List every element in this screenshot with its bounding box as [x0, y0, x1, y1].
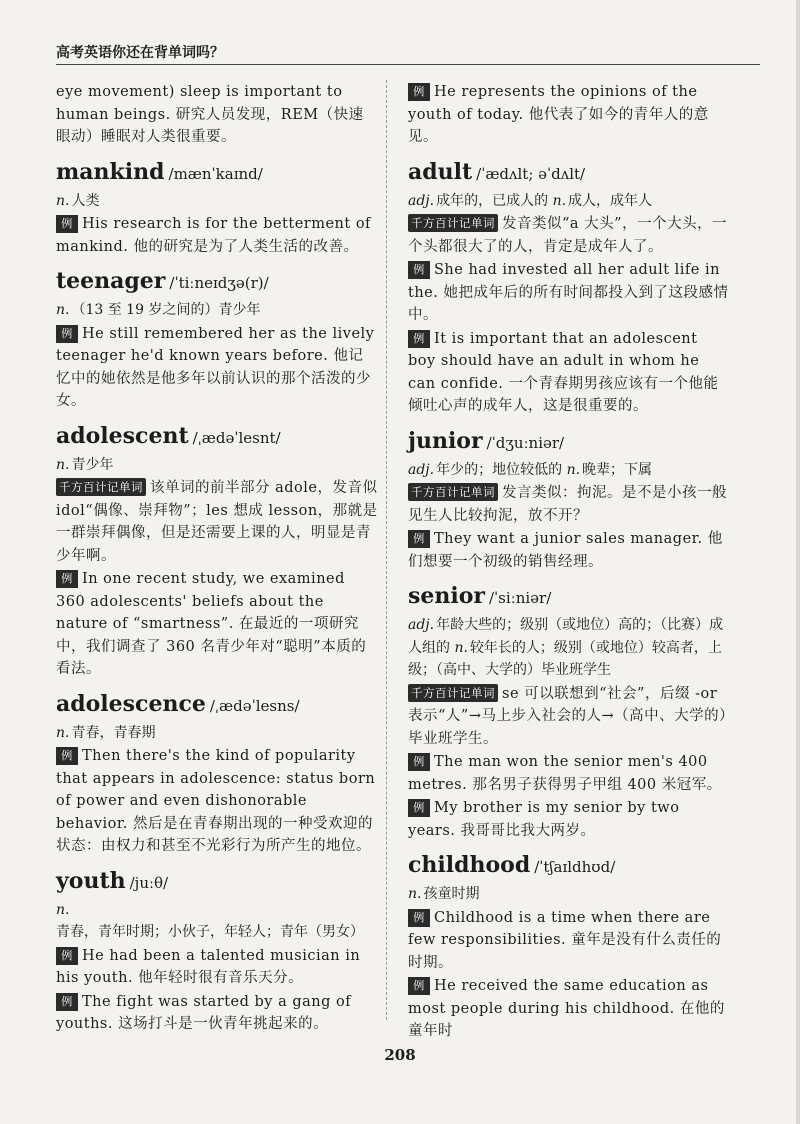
example-sentence: They want a junior sales manager. 他们想要一个初级的销售经理。 [408, 531, 723, 570]
book-spine-shadow [796, 0, 800, 1124]
mnemonic-tag: 千方百计记单词 [408, 684, 498, 702]
example-sentence: He still remembered her as the lively teenager he'd known years before. 他记忆中的她依然是他多年以前认识的那个活泼的少女。 [56, 325, 375, 409]
pronunciation: /ˈdʒuːniər/ [486, 433, 565, 452]
example-badge: 例 [408, 977, 430, 995]
definition: 青少年 [71, 456, 114, 473]
pronunciation: /ˈædʌlt; əˈdʌlt/ [476, 164, 586, 183]
pronunciation: /ˈsiːniər/ [489, 589, 552, 607]
running-header [56, 38, 760, 65]
pronunciation: /juːθ/ [129, 873, 169, 892]
pronunciation: /ˈtʃaɪldhʊd/ [534, 858, 616, 876]
entry-childhood [408, 850, 730, 1043]
definition: 成年的，已成人的 [436, 192, 549, 209]
header-title: 高考英语你还在背单词吗？ [56, 45, 224, 61]
example-badge: 例 [56, 993, 78, 1011]
lead-in-text: eye movement) sleep is important to human beings. 研究人员发现，REM（快速眼动）睡眠对人类很重要。 [56, 84, 364, 145]
page-number: 208 [384, 1046, 416, 1064]
mnemonic-text: se 可以联想到“社会”，后缀 -or 表示“人”→马上步入社会的人→（高中、大学的）毕业班学生。 [408, 685, 727, 747]
example-badge: 例 [56, 947, 78, 965]
example-sentence: It is important that an adolescent boy should have an adult in whom he can confide. 一个青春期男孩应该有一个他能倾吐心声的成年人，这是很重要的。 [408, 330, 719, 414]
mnemonic-text: 该单词的前半部分 adole，发音似 idol“偶像、崇拜物”；les 想成 lesson，那就是一群崇拜偶像，但是还需要上课的人，明显是青少年啊。 [56, 480, 378, 564]
example-sentence: Childhood is a time when there are few responsibilities. 童年是没有什么责任的时期。 [408, 909, 722, 971]
mnemonic-tag: 千方百计记单词 [56, 478, 146, 496]
example-sentence: My brother is my senior by two years. 我哥哥比我大两岁。 [408, 800, 680, 839]
mnemonic-tag: 千方百计记单词 [408, 483, 498, 501]
part-of-speech: n. [566, 461, 581, 478]
headword: mankind [56, 158, 165, 185]
headword: senior [408, 583, 485, 609]
part-of-speech: n. [454, 639, 468, 656]
headword: youth [56, 867, 126, 894]
example-sentence: He received the same education as most people during his childhood. 在他的童年时 [408, 978, 725, 1039]
column-divider [386, 80, 388, 1020]
example-sentence: The fight was started by a gang of youths. 这场打斗是一伙青年挑起来的。 [56, 993, 352, 1032]
example-sentence: She had invested all her adult life in the. 她把成年后的所有时间都投入到了这段感情中。 [408, 262, 729, 323]
entry-junior [408, 426, 730, 574]
left-column [56, 80, 378, 1037]
part-of-speech: n. [56, 302, 70, 318]
example-badge: 例 [408, 530, 430, 548]
headword: adolescent [56, 422, 189, 449]
example-sentence: In one recent study, we examined 360 adolescents' beliefs about the nature of “smartness”. 在最近的一项研究中，我们调查了 360 名青少年对“聪明”本质的看法。 [56, 571, 367, 677]
part-of-speech: adj. [408, 192, 435, 209]
headword: adult [408, 158, 473, 185]
part-of-speech: n. [56, 724, 70, 741]
entry-youth [56, 866, 378, 1036]
definition: 青春，青春期 [71, 724, 156, 741]
part-of-speech: n. [408, 886, 422, 902]
part-of-speech: adj. [408, 461, 435, 478]
pronunciation: /ˌædəˈlesnt/ [192, 428, 281, 447]
definition: 晚辈；下属 [582, 461, 653, 478]
entry-mankind [56, 157, 378, 259]
example-badge: 例 [408, 330, 430, 348]
entry-adolescence [56, 689, 378, 858]
definition: 成人，成年人 [568, 192, 653, 209]
entry-adult [408, 157, 730, 418]
pronunciation: /mænˈkaɪnd/ [168, 164, 263, 183]
part-of-speech: n. [56, 901, 70, 918]
example-badge: 例 [408, 261, 430, 279]
example-sentence: His research is for the betterment of mankind. 他的研究是为了人类生活的改善。 [56, 216, 371, 255]
mnemonic-tag: 千方百计记单词 [408, 214, 498, 232]
headword: junior [408, 427, 483, 454]
definition: 年龄大些的；级别（或地位）高的；（比赛）成人组的 [408, 617, 724, 656]
mnemonic-text: 发言类似：拘泥。是不是小孩一般见生人比较拘泥，放不开？ [408, 485, 727, 524]
headword: adolescence [56, 690, 206, 717]
entry-adolescent [56, 421, 378, 681]
headword: teenager [56, 268, 166, 294]
entry-senior [408, 581, 730, 842]
mnemonic-text: 发音类似“a 大头”，一个大头，一个头都很大了的人，肯定是成年人了。 [408, 216, 728, 255]
definition: （13 至 19 岁之间的）青少年 [71, 302, 261, 318]
example-sentence: Then there's the kind of popularity that appears in adolescence: status born of power and even dishonorable behavior. 然后是在青春期出现的一种受欢迎的状态：由权力和甚至不光彩行为所产生的地位。 [56, 748, 376, 854]
example-sentence: The man won the senior men's 400 metres. 那名男子获得男子甲组 400 米冠军。 [408, 754, 722, 793]
right-column [408, 80, 730, 1044]
example-badge: 例 [408, 799, 430, 817]
example-badge: 例 [408, 753, 430, 771]
part-of-speech: n. [56, 192, 70, 209]
example-badge: 例 [408, 909, 430, 927]
part-of-speech: n. [56, 456, 70, 473]
definition: 人类 [71, 192, 100, 209]
example-badge: 例 [56, 215, 78, 233]
example-sentence: He represents the opinions of the youth of today. 他代表了如今的青年人的意见。 [408, 84, 709, 145]
example-badge: 例 [408, 83, 430, 101]
definition: 孩童时期 [423, 886, 480, 902]
part-of-speech: n. [552, 192, 567, 209]
definition: 较年长的人；级别（或地位）较高者，上级；（高中、大学的）毕业班学生 [408, 639, 722, 678]
part-of-speech: adj. [408, 617, 435, 633]
pronunciation: /ˈtiːneɪdʒə(r)/ [169, 274, 269, 292]
example-badge: 例 [56, 570, 78, 588]
example-badge: 例 [56, 325, 78, 343]
example-badge: 例 [56, 747, 78, 765]
definition: 年少的；地位较低的 [436, 461, 563, 478]
example-sentence: He had been a talented musician in his youth. 他年轻时很有音乐天分。 [56, 947, 361, 986]
pronunciation: /ˌædəˈlesns/ [209, 696, 300, 715]
entry-teenager [56, 266, 378, 413]
definition: 青春，青年时期；小伙子，年轻人；青年（男女） [56, 924, 364, 940]
headword: childhood [408, 852, 531, 878]
